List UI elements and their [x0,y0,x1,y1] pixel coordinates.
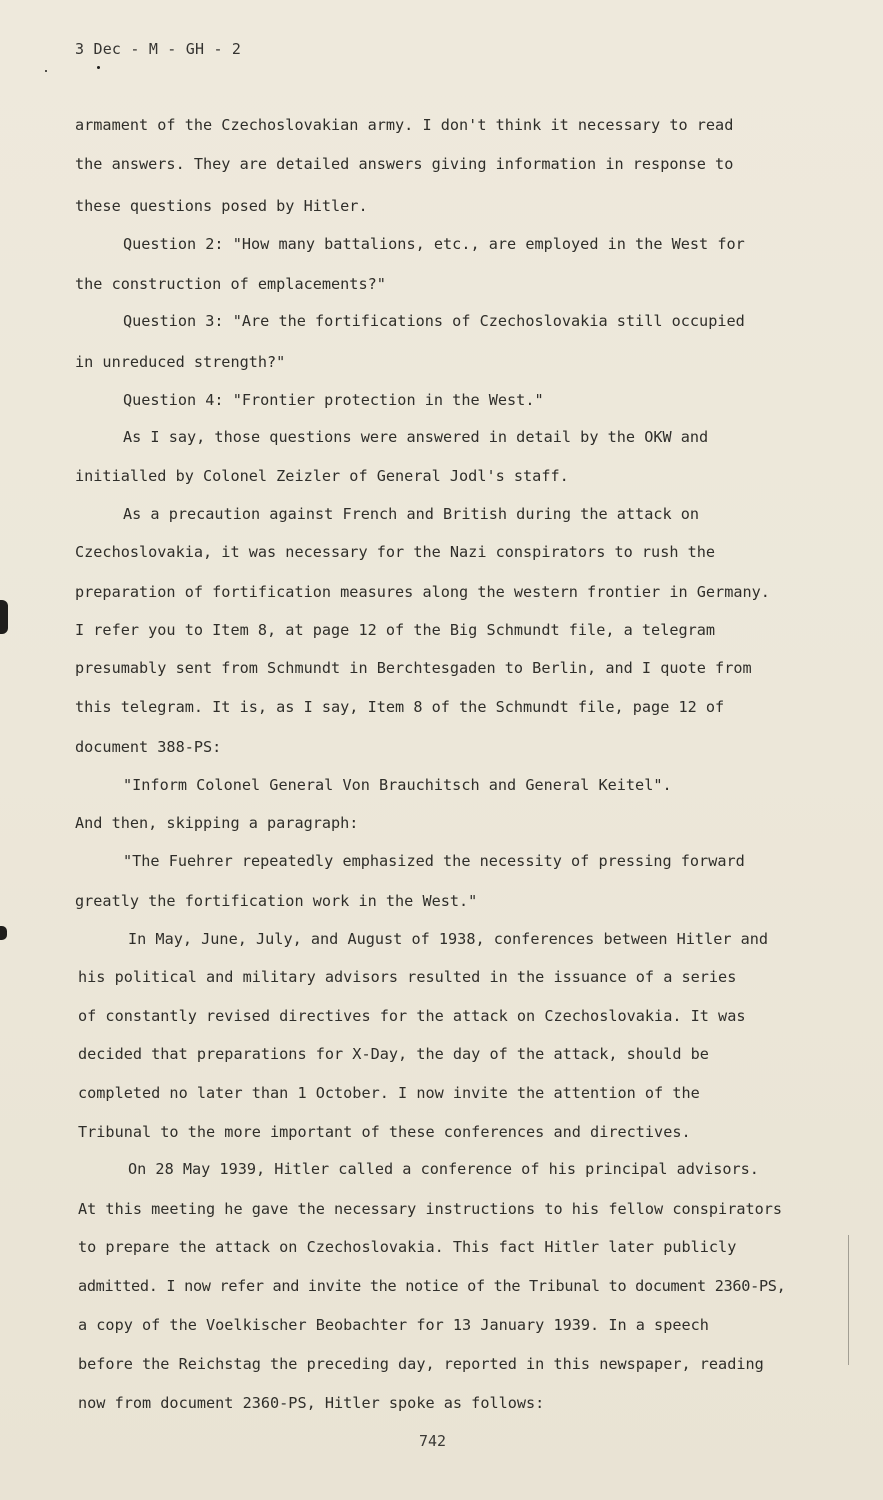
body-line: presumably sent from Schmundt in Berchtesgaden to Berlin, and I quote from [75,659,752,677]
body-line: In May, June, July, and August of 1938, conferences between Hitler and [128,930,769,948]
body-line: greatly the fortification work in the West." [75,892,478,910]
margin-rule [848,1235,849,1365]
body-line: At this meeting he gave the necessary instructions to his fellow conspirators [78,1200,783,1218]
body-line: these questions posed by Hitler. [75,197,368,215]
body-line: "Inform Colonel General Von Brauchitsch and General Keitel". [123,776,672,794]
body-line: his political and military advisors resulted in the issuance of a series [78,968,737,986]
page-header: 3 Dec - M - GH - 2 [75,40,242,58]
body-line: the answers. They are detailed answers giving information in response to [75,155,734,173]
page-number: 742 [419,1432,447,1450]
body-line: document 388-PS: [75,738,222,756]
body-line: And then, skipping a paragraph: [75,814,359,832]
body-line: armament of the Czechoslovakian army. I don't think it necessary to read [75,116,734,134]
binding-hole-mark [0,926,7,940]
body-line: Czechoslovakia, it was necessary for the Nazi conspirators to rush the [75,543,716,561]
body-line: this telegram. It is, as I say, Item 8 of the Schmundt file, page 12 of [75,698,725,716]
binding-hole-mark [0,600,8,634]
body-line: preparation of fortification measures along the western frontier in Germany. [75,583,770,601]
body-line: "The Fuehrer repeatedly emphasized the necessity of pressing forward [123,852,745,870]
body-line: a copy of the Voelkischer Beobachter for 13 January 1939. In a speech [78,1316,709,1334]
speck-mark [45,70,47,72]
body-line: in unreduced strength?" [75,353,286,371]
body-line: of constantly revised directives for the attack on Czechoslovakia. It was [78,1007,746,1025]
body-line: Tribunal to the more important of these conferences and directives. [78,1123,691,1141]
body-line: I refer you to Item 8, at page 12 of the Big Schmundt file, a telegram [75,621,716,639]
body-line: Question 2: "How many battalions, etc., are employed in the West for [123,235,745,253]
body-line: admitted. I now refer and invite the notice of the Tribunal to document 2360-PS, [78,1277,786,1295]
body-line: the construction of emplacements?" [75,275,386,293]
body-line: now from document 2360-PS, Hitler spoke as follows: [78,1394,545,1412]
body-line: to prepare the attack on Czechoslovakia. This fact Hitler later publicly [78,1238,737,1256]
body-line: Question 3: "Are the fortifications of Czechoslovakia still occupied [123,312,745,330]
body-line: completed no later than 1 October. I now invite the attention of the [78,1084,700,1102]
body-line: before the Reichstag the preceding day, reported in this newspaper, reading [78,1355,764,1373]
body-line: As a precaution against French and British during the attack on [123,505,700,523]
body-line: On 28 May 1939, Hitler called a conference of his principal advisors. [128,1160,759,1178]
body-line: initialled by Colonel Zeizler of General Jodl's staff. [75,467,569,485]
body-line: Question 4: "Frontier protection in the West." [123,391,544,409]
body-line: decided that preparations for X-Day, the day of the attack, should be [78,1045,709,1063]
body-line: As I say, those questions were answered in detail by the OKW and [123,428,709,446]
speck-mark [97,66,100,69]
